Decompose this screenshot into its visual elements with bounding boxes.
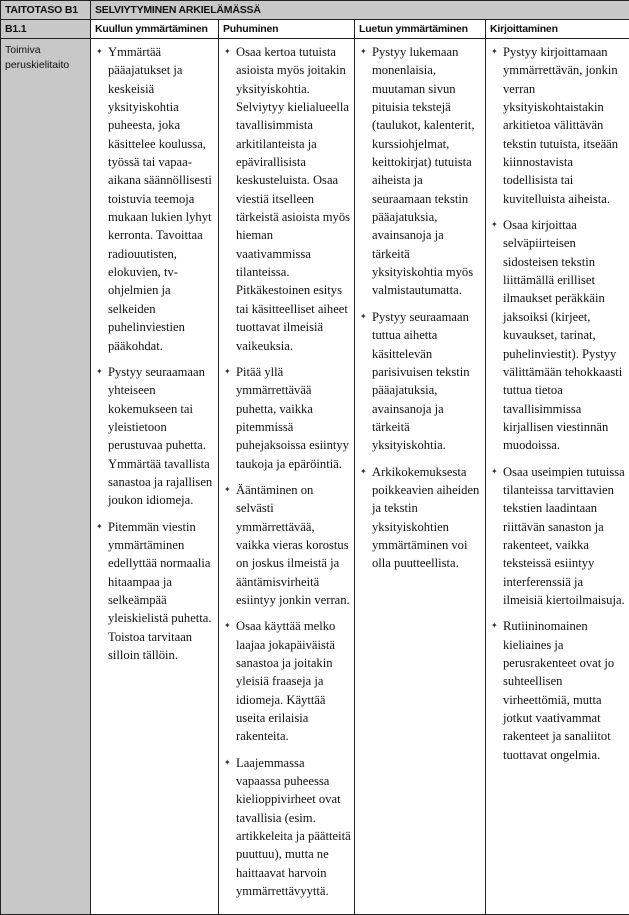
level-title: SELVIYTYMINEN ARKIELÄMÄSSÄ	[95, 4, 261, 16]
writing-header-cell	[486, 20, 629, 39]
listening-header-cell	[91, 20, 219, 39]
listening-header: Kuullun ymmärtäminen	[95, 23, 208, 35]
level-header-row	[1, 1, 629, 20]
speaking-list	[219, 39, 354, 900]
reading-list	[355, 39, 485, 573]
writing-cell	[486, 39, 629, 915]
list-item: ✦ Osaa useimpien tutuissa tilanteissa tarvittavien tekstien laadintaan riittävän sanaston ja rakenteet, vaikka teksteissä esiintyy interferenssiä ja ilmeisiä kiertoilmaisuja.	[491, 463, 626, 610]
level-label: TAITOTASO B1	[5, 4, 78, 16]
row-label: Toimiva peruskielitaito	[5, 44, 70, 71]
column-header-row	[1, 20, 629, 39]
list-item: ✦ Osaa käyttää melko laajaa jokapäiväistä sanastoa ja joitakin yleisiä fraaseja ja idiomeja. Käyttää useita erilaisia rakenteita.	[224, 617, 351, 745]
list-item: ✦ Ääntäminen on selvästi ymmärrettävää, vaikka vieras korostus on joskus ilmeistä ja ääntämisvirheitä esiintyy jonkin verran.	[224, 481, 351, 609]
speaking-cell	[219, 39, 355, 915]
writing-list	[486, 39, 629, 764]
reading-header: Luetun ymmärtäminen	[359, 23, 468, 35]
reading-cell	[355, 39, 486, 915]
list-item: ✦ Osaa kertoa tutuista asioista myös joitakin yksityiskohtia. Selviytyy kielialueella tavallisimmista arkitilanteista ja epävirallisista keskusteluista. Osaa viestiä itselleen tärkeistä asioista myös hieman vaativammissa tilanteissa. Pitkäkestoinen esitys tai käsitteelliset aiheet tuottavat ilmeisiä vaikeuksia.	[224, 43, 351, 355]
listening-list	[91, 39, 218, 664]
list-item: ✦ Pitää yllä ymmärrettävää puhetta, vaikka pitemmissä puhejaksoissa esiintyy taukoja ja epäröintiä.	[224, 363, 351, 473]
list-item: ✦ Ymmärtää pääajatukset ja keskeisiä yksityiskohtia puheesta, joka käsittelee koulussa, työssä tai vapaa-aikana säännöllisesti toistuvia teemoja mukaan lukien lyhyt kerronta. Tavoittaa radiouutisten, elokuvien, tv-ohjelmien ja selkeiden puhelinviestien pääkohdat.	[96, 43, 215, 355]
list-item: ✦ Pystyy seuraamaan yhteiseen kokemukseen tai yleistietoon perustuvaa puhetta. Ymmärtää tavallista sanastoa ja rajallisen joukon idiomeja.	[96, 363, 215, 510]
listening-cell	[91, 39, 219, 915]
speaking-header-cell	[219, 20, 355, 39]
list-item: ✦ Pystyy seuraamaan tuttua aihetta käsittelevän parisivuisen tekstin pääajatuksia, avainsanoja ja tärkeitä yksityiskohtia.	[360, 308, 482, 455]
content-row	[1, 39, 629, 915]
list-item: ✦ Pystyy lukemaan monenlaisia, muutaman sivun pituisia tekstejä (taulukot, kalenterit, kurssiohjelmat, keittokirjat) tutuista aiheista ja seuraamaan tekstin pääajatuksia, avainsanoja ja tärkeitä yksityiskohtia myös valmistautumatta.	[360, 43, 482, 300]
speaking-header: Puhuminen	[223, 23, 279, 35]
sublevel-label: B1.1	[5, 23, 27, 35]
list-item: ✦ Osaa kirjoittaa selväpiirteisen sidosteisen tekstin liittämällä erilliset ilmaukset peräkkäin jaksoiksi (kirjeet, kuvaukset, tarinat, puhelinviestit). Pystyy välittämään tehokkaasti tuttua tietoa tavallisimmissa kirjallisen viestinnän muodoissa.	[491, 216, 626, 454]
list-item: ✦ Laajemmassa vapaassa puheessa kielioppivirheet ovat tavallisia (esim. artikkeleita ja päätteitä puuttuu), mutta ne haittaavat harvoin ymmärrettävyyttä.	[224, 754, 351, 901]
list-item: ✦ Pitemmän viestin ymmärtäminen edellyttää normaalia hitaampaa ja selkeämpää yleiskielistä puhetta. Toistoa tarvitaan silloin tällöin.	[96, 518, 215, 665]
writing-header: Kirjoittaminen	[490, 23, 558, 35]
sublevel-cell	[1, 20, 91, 39]
list-item: ✦ Rutiininomainen kieliaines ja perusrakenteet ovat jo suhteellisen virheettömiä, mutta jotkut vaativammat rakenteet ja sanaliitot tuottavat ongelmia.	[491, 617, 626, 764]
reading-header-cell	[355, 20, 486, 39]
list-item: ✦ Pystyy kirjoittamaan ymmärrettävän, jonkin verran yksityiskohtaistakin arkitietoa välittävän tekstin tutuista, itseään kiinnostavista todellisista tai kuvitelluista aiheista.	[491, 43, 626, 208]
list-item: ✦ Arkikokemuksesta poikkeavien aiheiden ja tekstin yksityiskohtien ymmärtäminen voi olla puutteellista.	[360, 463, 482, 573]
row-label-cell	[1, 39, 91, 915]
level-title-cell	[91, 1, 629, 20]
level-label-cell	[1, 1, 91, 20]
